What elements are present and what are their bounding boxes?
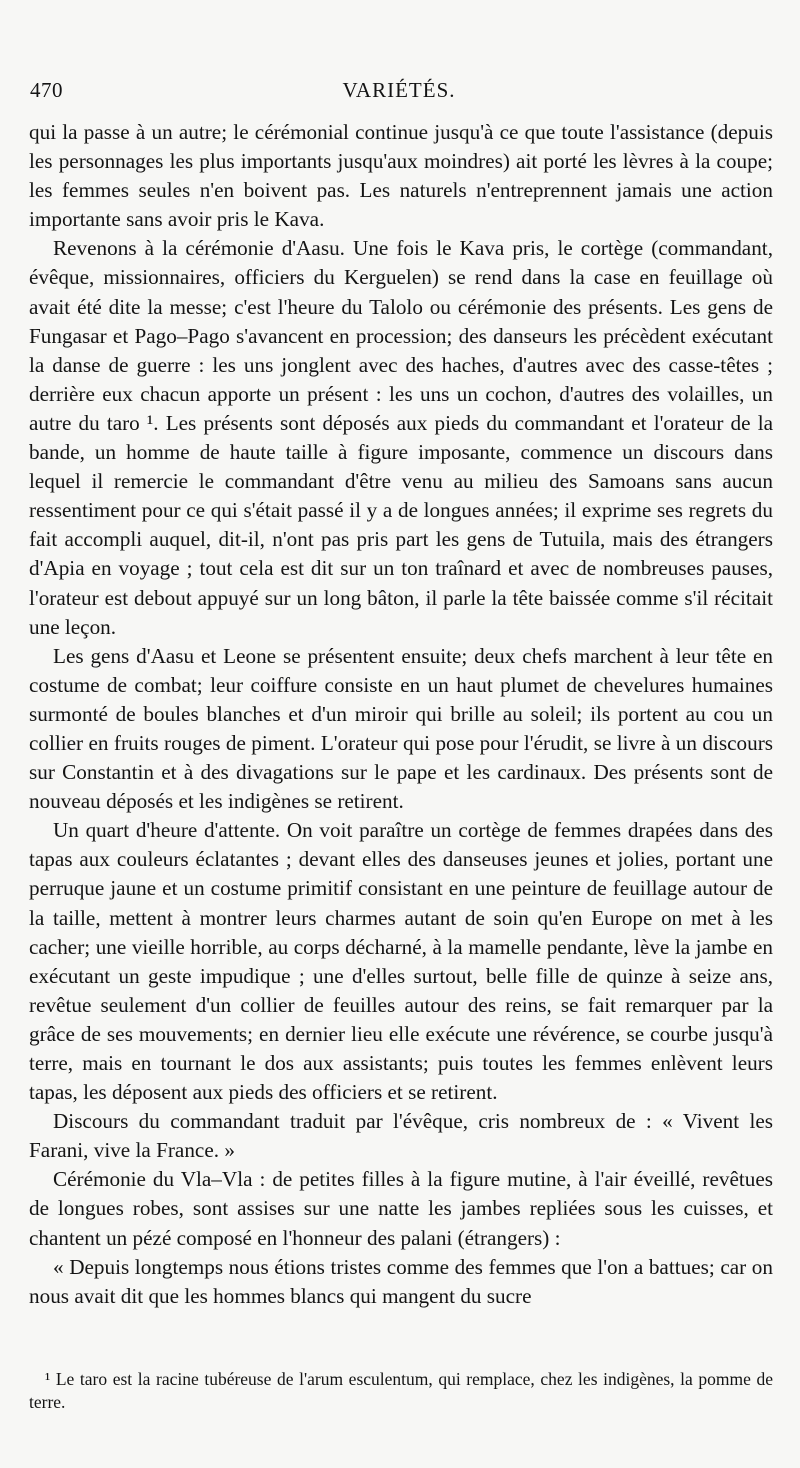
paragraph: « Depuis longtemps nous étions tristes comme des femmes que l'on a battues; car on nous avait dit que les hommes blancs qui mangent du sucre bbox=[29, 1254, 773, 1308]
page-number: 470 bbox=[30, 78, 63, 102]
body-text bbox=[29, 118, 773, 1311]
paragraph: Discours du commandant traduit par l'évêque, cris nombreux de : « Vivent les Farani, vive la France. » bbox=[29, 1109, 773, 1163]
paragraph: Les gens d'Aasu et Leone se présentent ensuite; deux chefs marchent à leur tête en costume de combat; leur coiffure consiste en un haut plumet de chevelures humaines surmonté de boules blanches et d'un miroir qui brille au soleil; ils portent au cou un collier en fruits rouges de piment. L'orateur qui pose pour l'érudit, se livre à un discours sur Constantin et à des divagations sur le pape et les cardinaux. Des présents sont de nouveau déposés et les indigènes se retirent. bbox=[29, 643, 773, 814]
running-title: VARIÉTÉS. bbox=[342, 78, 456, 102]
paragraph: qui la passe à un autre; le cérémonial continue jusqu'à ce que toute l'assistance (depuis les personnages les plus importants jusqu'aux moindres) ait porté les lèvres à la coupe; les femmes seules n'en boivent pas. Les naturels n'entreprennent jamais une action importante sans avoir pris le Kava. bbox=[29, 120, 773, 232]
page-header bbox=[30, 78, 768, 118]
paragraph: Un quart d'heure d'attente. On voit paraître un cortège de femmes drapées dans des tapas aux couleurs éclatantes ; devant elles des danseuses jeunes et jolies, portant une perruque jaune et un costume primitif consistant en une peinture de feuillage autour de la taille, mettent à montrer leurs charmes autant de soin qu'en Europe on met à les cacher; une vieille horrible, au corps décharné, à la mamelle pendante, lève la jambe en exécutant un geste impudique ; une d'elles surtout, belle fille de quinze à seize ans, revêtue seulement d'un collier de feuilles autour des reins, se fait remarquer par la grâce de ses mouvements; en dernier lieu elle exécute une révérence, se courbe jusqu'à terre, mais en tournant le dos aux assistants; puis toutes les femmes enlèvent leurs tapas, les déposent aux pieds des officiers et se retirent. bbox=[29, 818, 773, 1105]
paragraph: Cérémonie du Vla–Vla : de petites filles à la figure mutine, à l'air éveillé, revêtues de longues robes, sont assises sur une natte les jambes repliées sous les cuisses, et chantent un pézé composé en l'honneur des palani (étrangers) : bbox=[29, 1167, 773, 1250]
paragraph: Revenons à la cérémonie d'Aasu. Une fois le Kava pris, le cortège (commandant, évêque, missionnaires, officiers du Kerguelen) se rend dans la case en feuillage où avait été dite la messe; c'est l'heure du Talolo ou cérémonie des présents. Les gens de Fungasar et Pago–Pago s'avancent en procession; des danseurs les précèdent exécutant la danse de guerre : les uns jonglent avec des haches, d'autres avec des casse-têtes ; derrière eux chacun apporte un présent : les uns un cochon, d'autres des volailles, un autre du taro ¹. Les présents sont déposés aux pieds du commandant et l'orateur de la bande, un homme de haute taille à figure imposante, commence un discours dans lequel il remercie le commandant d'être venu au milieu des Samoans sans aucun ressentiment pour ce qui s'était passé il y a de longues années; il exprime ses regrets du fait accompli auquel, dit-il, n'ont pas pris part les gens de Tutuila, mais des étrangers d'Apia en voyage ; tout cela est dit sur un ton traînard et avec de nombreuses pauses, l'orateur est debout appuyé sur un long bâton, il parle la tête baissée comme s'il récitait une leçon. bbox=[29, 236, 773, 639]
footnote: ¹ Le taro est la racine tubéreuse de l'arum esculentum, qui remplace, chez les indigènes, la pomme de terre. bbox=[29, 1369, 773, 1412]
